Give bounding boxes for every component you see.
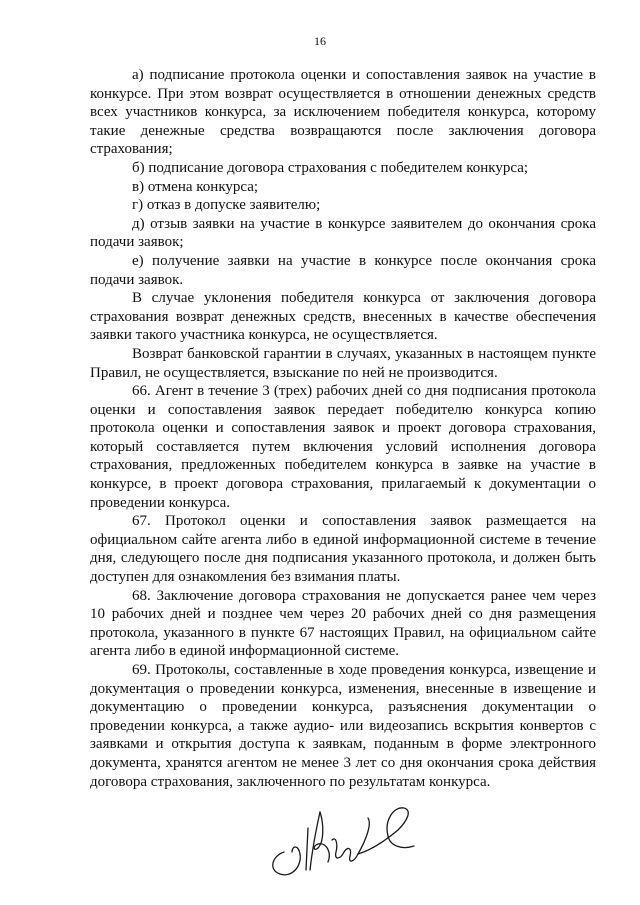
page-number: 16 bbox=[314, 34, 326, 48]
handwritten-signature-icon bbox=[262, 790, 422, 885]
paragraph-d: д) отзыв заявки на участие в конкурсе заявителем до окончания срока подачи заявок; bbox=[90, 215, 596, 251]
paragraph-68: 68. Заключение договора страхования не допускается ранее чем через 10 рабочих дней и позднее чем через 20 рабочих дней со дня размещения протокола, указанного в пункте 67 настоящих Правил, на официальном сайте агента либо в единой информационной системе. bbox=[90, 587, 596, 660]
paragraph-evasion: В случае уклонения победителя конкурса от заключения договора страхования возврат денежных средств, внесенных в качестве обеспечения заявки такого участника конкурса, не осуществляется. bbox=[90, 290, 596, 344]
paragraph-69: 69. Протоколы, составленные в ходе проведения конкурса, извещение и документация о проведении конкурса, изменения, внесенные в извещение и документацию о проведении конкурса, разъяснения документации о проведении конкурса, а также аудио- или видеозапись вскрытия конвертов с заявками и открытия доступа к заявкам, поданным в форме электронного документа, хранятся агентом не менее 3 лет со дня окончания срока действия договора страхования, заключенного по результатам конкурса. bbox=[90, 662, 596, 790]
paragraph-g: г) отказ в допуске заявителю; bbox=[132, 197, 321, 214]
document-body bbox=[90, 66, 596, 791]
paragraph-67: 67. Протокол оценки и сопоставления заявок размещается на официальном сайте агента либо в единой информационной системе в течение дня, следующего после дня подписания указанного протокола, и должен быть доступен для ознакомления без взимания платы. bbox=[90, 513, 596, 586]
paragraph-b: б) подписание договора страхования с победителем конкурса; bbox=[132, 159, 529, 176]
paragraph-a: а) подписание протокола оценки и сопоставления заявок на участие в конкурсе. При этом возврат осуществляется в отношении денежных средств всех участников конкурса, за исключением победителя конкурса, которому такие денежные средства возвращаются после заключения договора страхования; bbox=[90, 67, 596, 158]
paragraph-bank-guarantee: Возврат банковской гарантии в случаях, указанных в настоящем пункте Правил, не осуществляется, взыскание по ней не производится. bbox=[90, 345, 596, 381]
paragraph-e: е) получение заявки на участие в конкурсе после окончания срока подачи заявок. bbox=[90, 252, 596, 288]
paragraph-66: 66. Агент в течение 3 (трех) рабочих дней со дня подписания протокола оценки и сопоставления заявок передает победителю конкурса копию протокола оценки и сопоставления заявок и проект договора страхования, который составляется путем включения условий исполнения договора страхования, предложенных победителем конкурса в заявке на участие в конкурсе, в проект договора страхования, прилагаемый к документации о проведении конкурса. bbox=[90, 383, 596, 511]
paragraph-v: в) отмена конкурса; bbox=[132, 178, 259, 195]
